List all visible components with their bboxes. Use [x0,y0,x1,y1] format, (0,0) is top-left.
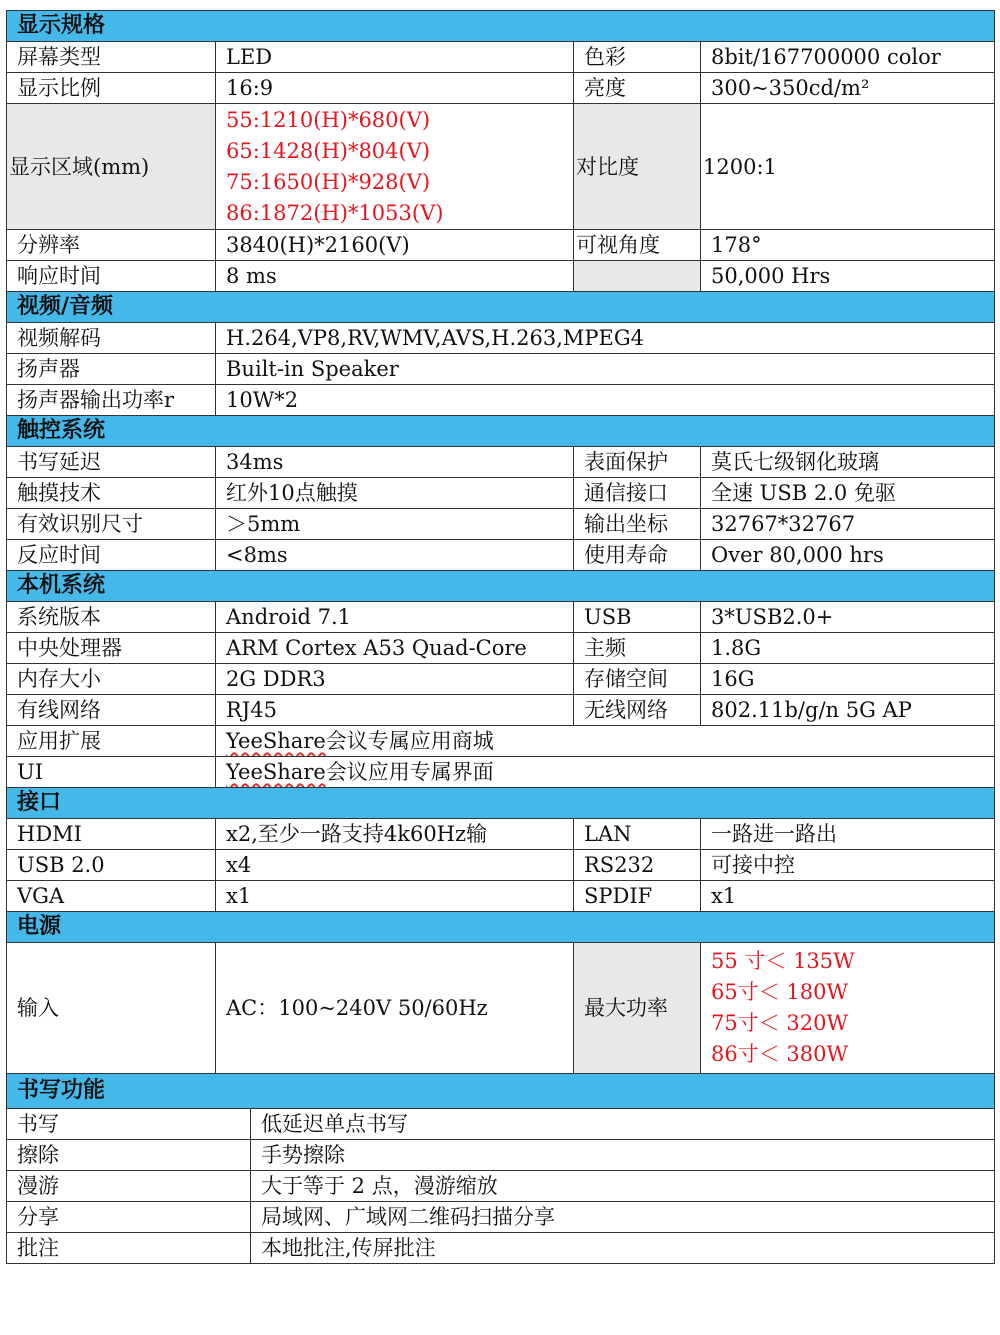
row-value: 2G DDR3 [216,664,574,695]
row-value: 16G [701,664,995,695]
table-row [7,1140,995,1171]
row-label: 反应时间 [7,540,216,571]
section-writing [7,1074,995,1109]
table-row [7,1202,995,1233]
table-row [7,509,995,540]
table-row [7,850,995,881]
row-label: 对比度 [574,104,701,230]
row-value: 16:9 [216,73,574,104]
row-label: 色彩 [574,42,701,73]
row-value: RJ45 [216,695,574,726]
row-label: 有线网络 [7,695,216,726]
table-row [7,385,995,416]
row-value: H.264,VP8,RV,WMV,AVS,H.263,MPEG4 [216,323,995,354]
row-label: SPDIF [574,881,701,912]
spec-sheet [6,10,994,1264]
section-title: 显示规格 [7,11,995,42]
row-label: LAN [574,819,701,850]
table-row [7,230,995,261]
row-label [574,261,701,292]
row-label: 可视角度 [574,230,701,261]
row-value: 可接中控 [701,850,995,881]
row-label: VGA [7,881,216,912]
row-value: x4 [216,850,574,881]
row-value: x1 [216,881,574,912]
row-value: 178° [701,230,995,261]
row-label: 内存大小 [7,664,216,695]
max-power-line: 65寸＜ 180W [711,980,849,1004]
row-value: 50,000 Hrs [701,261,995,292]
max-power-values [701,943,995,1074]
row-value [216,757,995,788]
table-row [7,104,995,230]
row-label: UI [7,757,216,788]
section-av [7,292,995,323]
row-value: 1.8G [701,633,995,664]
table-row [7,323,995,354]
row-value: 3840(H)*2160(V) [216,230,574,261]
writing-table [6,1073,995,1264]
section-ports [7,788,995,819]
row-label: 表面保护 [574,447,701,478]
row-label: 屏幕类型 [7,42,216,73]
row-value: 32767*32767 [701,509,995,540]
row-label: 视频解码 [7,323,216,354]
row-value: 局域网、广域网二维码扫描分享 [251,1202,995,1233]
row-value: 手势擦除 [251,1140,995,1171]
row-label: USB 2.0 [7,850,216,881]
row-label: USB [574,602,701,633]
table-row [7,478,995,509]
row-value: 8bit/167700000 color [701,42,995,73]
table-row [7,354,995,385]
row-label: 应用扩展 [7,726,216,757]
table-row [7,757,995,788]
table-row [7,664,995,695]
display-area-line: 75:1650(H)*928(V) [226,169,431,194]
row-value: ARM Cortex A53 Quad-Core [216,633,574,664]
table-row [7,602,995,633]
max-power-line: 75寸＜ 320W [711,1011,849,1035]
row-label: 存储空间 [574,664,701,695]
row-value: 本地批注,传屏批注 [251,1233,995,1264]
table-row [7,633,995,664]
table-row [7,261,995,292]
row-value: x2,至少一路支持4k60Hz输 [216,819,574,850]
row-value: 3*USB2.0+ [701,602,995,633]
row-label: 无线网络 [574,695,701,726]
section-title: 视频/音频 [7,292,995,323]
row-label: 书写 [7,1109,251,1140]
section-title: 本机系统 [7,571,995,602]
row-value: 低延迟单点书写 [251,1109,995,1140]
row-label: 响应时间 [7,261,216,292]
row-value [216,726,995,757]
row-value-text: 会议应用专属界面 [325,760,494,784]
row-label: 擦除 [7,1140,251,1171]
row-value: ＞5mm [216,509,574,540]
row-label: 使用寿命 [574,540,701,571]
table-row [7,819,995,850]
row-label: 系统版本 [7,602,216,633]
table-row [7,42,995,73]
row-value: AC：100~240V 50/60Hz [216,943,574,1074]
table-row [7,73,995,104]
row-value: 1200:1 [701,104,995,230]
table-row [7,695,995,726]
table-row [7,1233,995,1264]
max-power-line: 86寸＜ 380W [711,1042,849,1066]
row-label: 分享 [7,1202,251,1233]
table-row [7,881,995,912]
row-label: 显示比例 [7,73,216,104]
row-value: Built-in Speaker [216,354,995,385]
row-value: 802.11b/g/n 5G AP [701,695,995,726]
table-row [7,726,995,757]
row-label: 分辨率 [7,230,216,261]
row-label: 显示区域(mm) [7,104,216,230]
row-value: x1 [701,881,995,912]
row-label: HDMI [7,819,216,850]
row-label: 触摸技术 [7,478,216,509]
row-label: 扬声器输出功率r [7,385,216,416]
row-value: 一路进一路出 [701,819,995,850]
display-area-line: 86:1872(H)*1053(V) [226,200,444,225]
row-label: 亮度 [574,73,701,104]
display-area-line: 55:1210(H)*680(V) [226,107,431,132]
row-label: 主频 [574,633,701,664]
row-label: 中央处理器 [7,633,216,664]
row-label: 通信接口 [574,478,701,509]
section-title: 书写功能 [7,1074,995,1109]
table-row [7,447,995,478]
row-label: 最大功率 [574,943,701,1074]
row-value: Over 80,000 hrs [701,540,995,571]
row-value-text: 会议专属应用商城 [325,729,494,753]
row-value: LED [216,42,574,73]
max-power-line: 55 寸＜ 135W [711,949,855,973]
row-value: 莫氏七级钢化玻璃 [701,447,995,478]
section-display [7,11,995,42]
row-value: 全速 USB 2.0 免驱 [701,478,995,509]
row-value: 8 ms [216,261,574,292]
row-value: 红外10点触摸 [216,478,574,509]
row-value: <8ms [216,540,574,571]
row-value: Android 7.1 [216,602,574,633]
brand-text: YeeShare [226,729,326,753]
row-label: 书写延迟 [7,447,216,478]
row-label: 输出坐标 [574,509,701,540]
section-title: 接口 [7,788,995,819]
display-area-values [216,104,574,230]
row-value: 300~350cd/m² [701,73,995,104]
section-title: 触控系统 [7,416,995,447]
section-power [7,912,995,943]
table-row [7,943,995,1074]
row-value: 10W*2 [216,385,995,416]
row-label: 漫游 [7,1171,251,1202]
section-system [7,571,995,602]
row-label: 批注 [7,1233,251,1264]
display-area-line: 65:1428(H)*804(V) [226,138,431,163]
table-row [7,1171,995,1202]
row-label: 扬声器 [7,354,216,385]
row-label: 输入 [7,943,216,1074]
table-row [7,540,995,571]
brand-text: YeeShare [226,760,326,784]
spec-table [6,10,995,1074]
table-row [7,1109,995,1140]
section-touch [7,416,995,447]
row-label: RS232 [574,850,701,881]
row-value: 34ms [216,447,574,478]
section-title: 电源 [7,912,995,943]
row-value: 大于等于 2 点，漫游缩放 [251,1171,995,1202]
row-label: 有效识别尺寸 [7,509,216,540]
